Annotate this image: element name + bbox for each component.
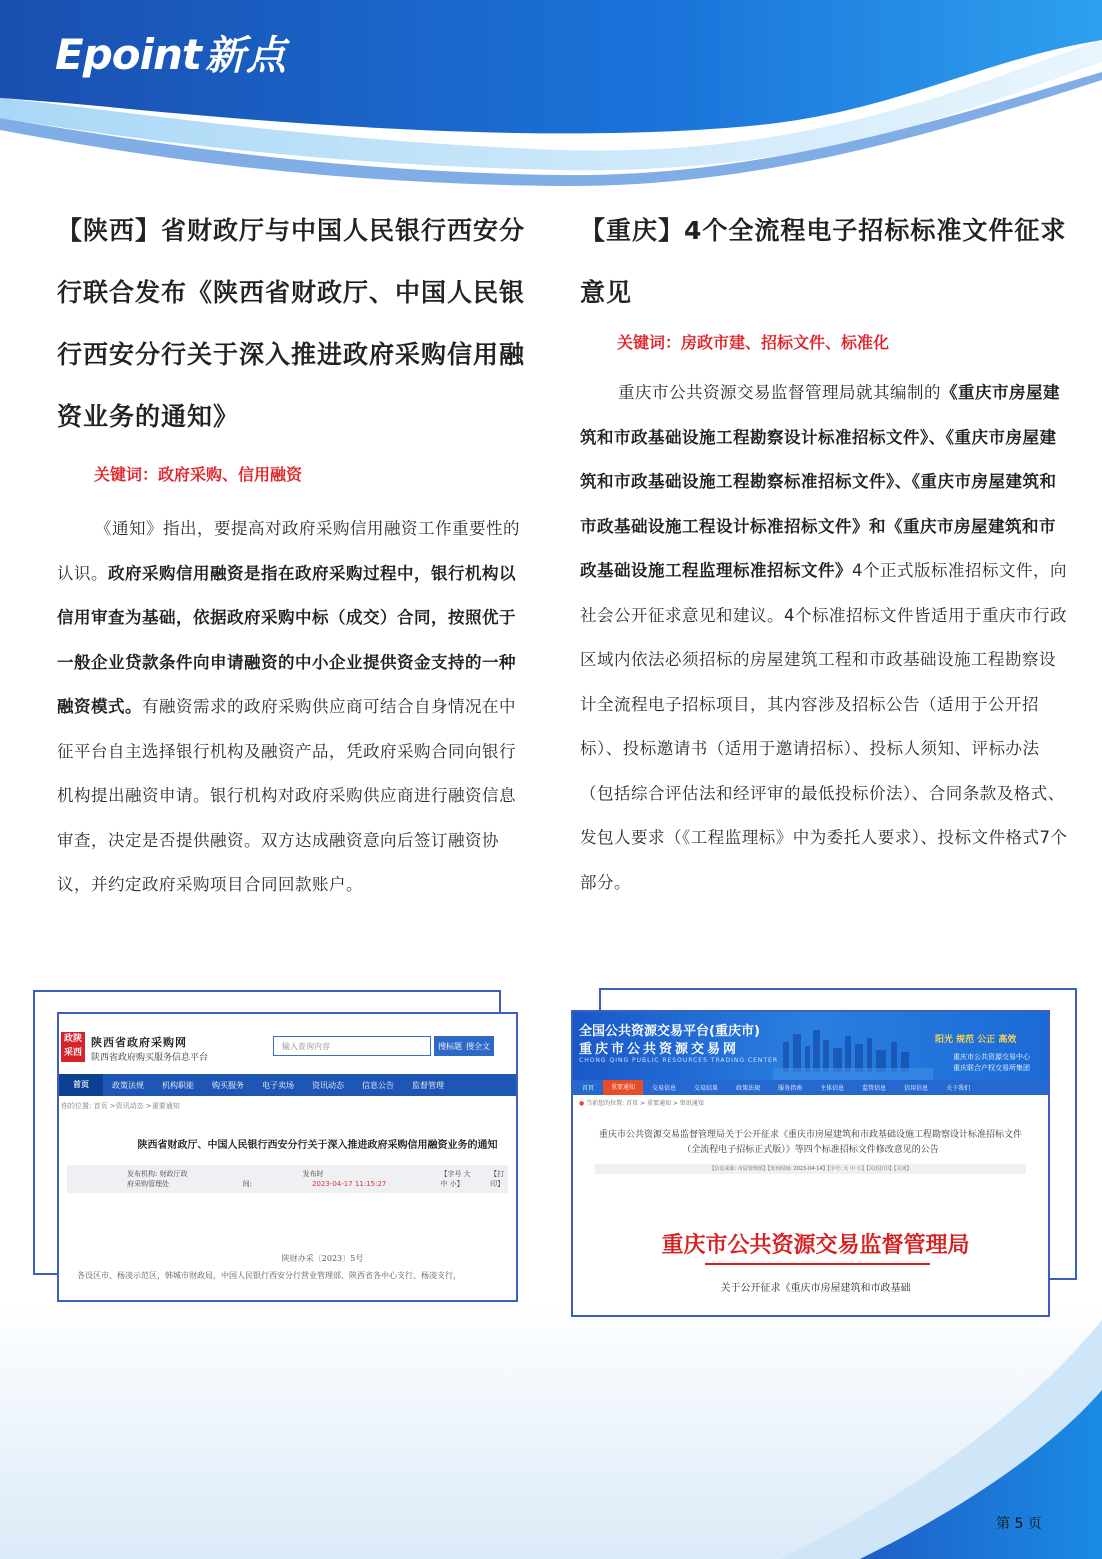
right-body-part-c: 4个正式版标准招标文件，向社会公开征求意见和建议。4个标准招标文件皆适用于重庆市行政区域内依法必须招标的房屋建筑工程和市政基础设施工程勘察设计全流程电子招标项目，其内容涉及招标公告（适用于公开招标）、投标邀请书（适用于邀请招标）、投标人须知、评标办法（包括综合评估法和经评审的最低投标价法）、合同条款及格式、发包人要求（《工程监理标》中为委托人要求）、投标文件格式7个部分。 bbox=[580, 561, 1068, 892]
cq-red-header: 重庆市公共资源交易监督管理局 bbox=[661, 1232, 970, 1258]
cq-nav-item[interactable]: 服务指南 bbox=[778, 1085, 803, 1092]
cq-site-title-2: 重庆市公共资源交易网 bbox=[579, 1042, 740, 1057]
left-body-part-b: 政府采购信用融资是指在政府采购过程中，银行机构以信用审查为基础，依据政府采购中标（成交）合同，按照优于一般企业贷款条件向申请融资的中小企业提供资金支持的一种融资模式。 bbox=[57, 563, 516, 716]
sx-nav-item[interactable]: 电子卖场 bbox=[262, 1080, 294, 1090]
cq-nav bbox=[573, 1080, 1048, 1095]
sx-search-full-button[interactable]: 搜全文 bbox=[462, 1036, 494, 1056]
sx-search-title-button[interactable]: 搜标题 bbox=[434, 1036, 466, 1056]
left-article bbox=[57, 200, 527, 908]
cq-org-2: 重庆联合产权交易所集团 bbox=[953, 1064, 1030, 1072]
sx-nav-item[interactable]: 机构职能 bbox=[162, 1080, 194, 1090]
cq-breadcrumb bbox=[573, 1095, 1048, 1110]
right-body-part-a: 重庆市公共资源交易监督管理局就其编制的 bbox=[617, 383, 941, 402]
cq-article-meta: 【信息来源: 市局管理部】【发布时间: 2023-04-14】【字号: 大 中 小】【关闭打印】【关闭】 bbox=[595, 1164, 1026, 1174]
sx-pub-time-label: 发布时间: bbox=[242, 1170, 324, 1188]
left-article-title: 【陕西】省财政厅与中国人民银行西安分行联合发布《陕西省财政厅、中国人民银行西安分行关于深入推进政府采购信用融资业务的通知》 bbox=[57, 216, 526, 431]
sx-pub-time-value: 2023-04-17 11:15:27 bbox=[312, 1180, 387, 1188]
sx-nav-item[interactable]: 信息公告 bbox=[362, 1080, 394, 1090]
cq-nav-item[interactable]: 交易信息 bbox=[652, 1085, 677, 1092]
sx-site-name: 陕西省政府采购网 bbox=[91, 1036, 187, 1049]
sx-nav-item[interactable]: 购买服务 bbox=[212, 1080, 244, 1090]
cq-slogan: 阳光 规范 公正 高效 bbox=[935, 1035, 1017, 1045]
cq-nav-item[interactable]: 政策法规 bbox=[736, 1085, 761, 1092]
sx-article-title: 陕西省财政厅、中国人民银行西安分行关于深入推进政府采购信用融资业务的通知 bbox=[137, 1140, 498, 1151]
cq-nav-item[interactable]: 首页 bbox=[582, 1085, 595, 1092]
sx-header bbox=[59, 1014, 516, 1074]
sx-font-size[interactable]: 【字号 大 中 小】 bbox=[440, 1170, 471, 1188]
sx-nav-item[interactable]: 资讯动态 bbox=[312, 1080, 344, 1090]
cq-site-title-1: 全国公共资源交易平台(重庆市) bbox=[579, 1024, 760, 1039]
sx-doc-line: 各设区市、杨凌示范区，韩城市财政局，中国人民银行西安分行营业管理部、陕西省各中心支行、杨凌支行， bbox=[77, 1271, 461, 1280]
sx-nav-item[interactable]: 政策法规 bbox=[112, 1080, 144, 1090]
sx-site-sub: 陕西省政府购买服务信息平台 bbox=[91, 1053, 209, 1063]
right-article-body bbox=[580, 371, 1070, 905]
cq-nav-item[interactable]: 关于我们 bbox=[946, 1085, 971, 1092]
sx-breadcrumb: 你的位置: 首页 >资讯动态 >重要通知 bbox=[61, 1102, 180, 1110]
cq-nav-item[interactable]: 信用信息 bbox=[904, 1085, 929, 1092]
left-screenshot bbox=[57, 1012, 518, 1302]
sx-article-meta bbox=[67, 1165, 508, 1193]
sx-nav-item[interactable]: 监督管理 bbox=[412, 1080, 444, 1090]
sx-pub-time bbox=[243, 1169, 387, 1189]
sx-logo: 政陕采西 bbox=[61, 1032, 85, 1062]
cq-article-title: 重庆市公共资源交易监督管理局关于公开征求《重庆市房屋建筑和市政基础设施工程勘察设计标准招标文件（全流程电子招标正式版）》等四个标准招标文件修改意见的公告 bbox=[598, 1130, 1022, 1155]
sx-search-input[interactable]: 输入查询内容 bbox=[273, 1036, 431, 1056]
cq-site-title-en: CHONG QING PUBLIC RESOURCES TRADING CENTER bbox=[579, 1057, 779, 1064]
page-number: 第 5 页 bbox=[996, 1516, 1042, 1532]
cq-nav-item[interactable]: 监管信息 bbox=[862, 1085, 887, 1092]
right-article-title: 【重庆】4个全流程电子招标标准文件征求意见 bbox=[580, 216, 1067, 307]
left-body-part-a: 《通知》指出，要提高对政府采购信用融资工作重要性的认识。 bbox=[57, 519, 520, 583]
brand-logo-cn: 新点 bbox=[204, 33, 287, 79]
sx-publisher: 发布机构: 财政厅政府采购管理处 bbox=[127, 1170, 188, 1188]
left-article-body bbox=[57, 507, 527, 908]
cq-nav-item[interactable]: 主体信息 bbox=[820, 1085, 845, 1092]
sx-nav-item[interactable]: 首页 bbox=[59, 1074, 103, 1096]
cq-nav-item[interactable]: 交易结果 bbox=[694, 1085, 719, 1092]
right-article bbox=[580, 200, 1070, 905]
sx-print[interactable]: 【打印】 bbox=[490, 1170, 505, 1188]
right-article-keywords: 关键词：房政市建、招标文件、标准化 bbox=[617, 333, 890, 352]
sx-doc-number: 陕财办采〔2023〕5号 bbox=[281, 1254, 364, 1263]
right-body-part-b: 《重庆市房屋建筑和市政基础设施工程勘察设计标准招标文件》、《重庆市房屋建筑和市政基础设施工程勘察标准招标文件》、《重庆市房屋建筑和市政基础设施工程设计标准招标文件》和《重庆市房屋建筑和市政基础设施工程监理标准招标文件》 bbox=[580, 383, 1060, 580]
footer-wave-decoration bbox=[0, 1300, 1102, 1559]
cq-breadcrumb-text: 当前您的位置: 首页 > 重要通知 > 资讯通知 bbox=[586, 1100, 704, 1107]
cq-red-divider bbox=[705, 1263, 930, 1265]
cq-org-1: 重庆市公共资源交易中心 bbox=[953, 1053, 1030, 1061]
location-pin-icon: ● bbox=[579, 1100, 585, 1107]
left-article-keywords: 关键词：政府采购、信用融资 bbox=[94, 465, 303, 484]
brand-logo-en: Epoint bbox=[55, 30, 201, 79]
sx-nav bbox=[59, 1074, 516, 1096]
cq-doc-subtitle: 关于公开征求《重庆市房屋建筑和市政基础 bbox=[720, 1283, 911, 1294]
left-body-part-c: 有融资需求的政府采购供应商可结合自身情况在中征平台自主选择银行机构及融资产品，凭政府采购合同向银行机构提出融资申请。银行机构对政府采购供应商进行融资信息审查，决定是否提供融资。双方达成融资意向后签订融资协议，并约定政府采购项目合同回款账户。 bbox=[57, 697, 516, 894]
cq-banner bbox=[573, 1012, 1048, 1080]
cq-nav-item[interactable]: 重要通知 bbox=[603, 1080, 643, 1095]
brand-logo bbox=[55, 24, 287, 81]
right-screenshot bbox=[571, 1010, 1050, 1317]
